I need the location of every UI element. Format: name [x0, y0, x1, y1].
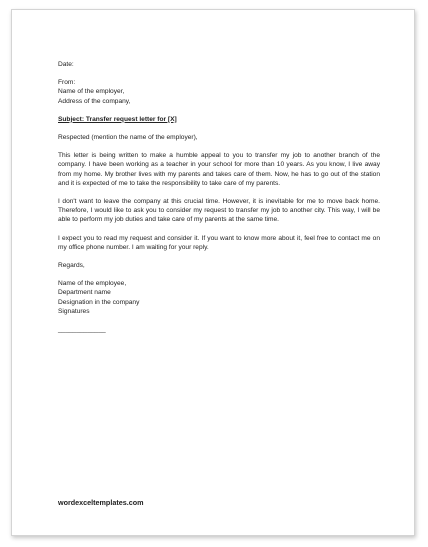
- signature-department: Department name: [58, 289, 111, 297]
- from-company-address: Address of the company,: [58, 97, 131, 105]
- salutation: Respected (mention the name of the employer),: [58, 134, 198, 142]
- signature-rule: _____________: [58, 326, 106, 334]
- footer-site: wordexceltemplates.com: [58, 498, 144, 507]
- letter-body: [58, 60, 380, 334]
- paragraph-2: I don't want to leave the company at this crucial time. However, it is inevitable for me to move back home. Therefore, I would like to ask you to consider my request to transfer my job to another city. This way, I will be able to perform my job duties and take care of my parents at the same time.: [58, 198, 380, 224]
- signature-label: Signatures: [58, 307, 90, 315]
- from-employer-name: Name of the employer,: [58, 88, 125, 96]
- from-label: From:: [58, 79, 76, 87]
- date-label: Date:: [58, 61, 74, 68]
- signature-employee-name: Name of the employee,: [58, 280, 127, 288]
- paragraph-3: I expect you to read my request and consider it. If you want to know more about it, feel free to contact me on my office phone number. I am waiting for your reply.: [58, 234, 380, 251]
- subject-line: Subject: Transfer request letter for [X]: [58, 115, 177, 123]
- closing: Regards,: [58, 262, 85, 270]
- document-page: [11, 9, 415, 536]
- paragraph-1: This letter is being written to make a humble appeal to you to transfer my job to another branch of the company. I have been working as a teacher in your school for more than 10 years. As you know, I live away from my home. My brother lives with my parents and takes care of them. Now, he has to go out of the station and it is expected of me to take the responsibility to take care of my parents.: [58, 152, 380, 187]
- signature-designation: Designation in the company: [58, 298, 140, 306]
